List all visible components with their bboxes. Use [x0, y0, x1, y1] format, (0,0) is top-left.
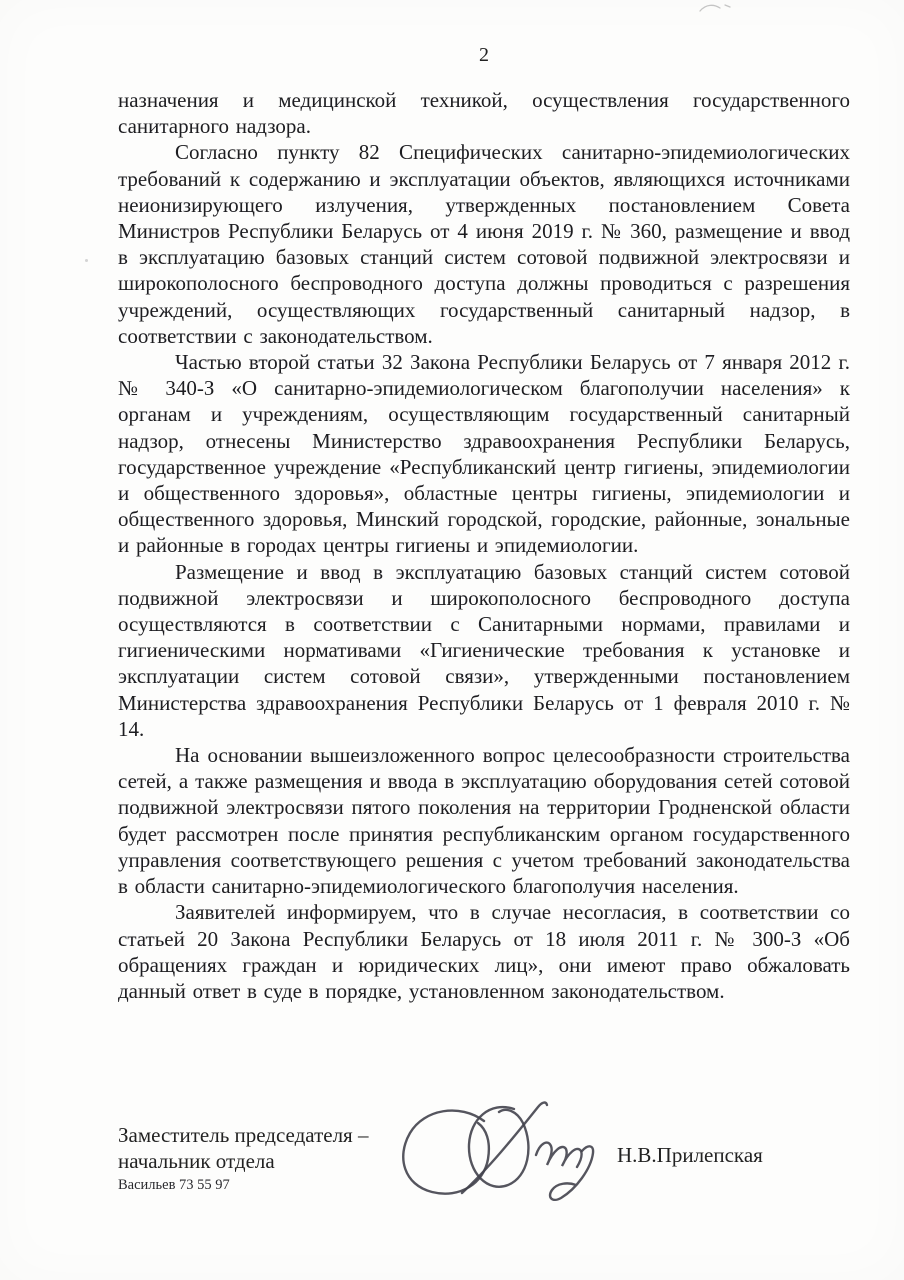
paragraph-3: Частью второй статьи 32 Закона Республики Беларусь от 7 января 2012 г. № 340-З «О санитарно-эпидемиологическом благополучии населения» к органам и учреждениям, осуществляющим государственный санитарный надзор, отнесены Министерство здравоохранения Республики Беларусь, государственное учреждение «Республиканский центр гигиены, эпидемиологии и общественного здоровья», областные центры гигиены, эпидемиологии и общественного здоровья, Минский городской, городские, районные, зональные и районные в городах центры гигиены и эпидемиологии. — [118, 350, 850, 558]
signer-name: Н.В.Прилепская — [617, 1143, 763, 1167]
paragraph-1: назначения и медицинской техникой, осуществления государственного санитарного надзора. — [118, 88, 850, 139]
scan-artifact-icon — [698, 1, 734, 17]
scan-speck — [85, 259, 88, 262]
paragraph-6: Заявителей информируем, что в случае несогласия, в соответствии со статьей 20 Закона Республики Беларусь от 18 июля 2011 г. № 300-З «Об обращениях граждан и юридических лиц», они имеют право обжаловать данный ответ в суде в порядке, установленном законодательством. — [118, 900, 850, 1003]
signer-position — [118, 1122, 368, 1194]
handwritten-signature-icon — [396, 1097, 601, 1205]
signer-position-line1: Заместитель председателя – — [118, 1123, 369, 1147]
document-body — [118, 87, 850, 1004]
signer-position-line2: начальник отдела — [118, 1149, 275, 1173]
paragraph-5: На основании вышеизложенного вопрос целесообразности строительства сетей, а также размещения и ввода в эксплуатацию оборудования сетей сотовой подвижной электросвязи пятого поколения на территории Гродненской области будет рассмотрен после принятия республиканским органом государственного управления соответствующего решения с учетом требований законодательства в области санитарно-эпидемиологического благополучия населения. — [118, 743, 850, 899]
paragraph-4: Размещение и ввод в эксплуатацию базовых станций систем сотовой подвижной электросвязи и широкополосного беспроводного доступа осуществляются в соответствии с Санитарными нормами, правилами и гигиеническими нормативами «Гигиенические требования к установке и эксплуатации систем сотовой связи», утвержденными постановлением Министерства здравоохранения Республики Беларусь от 1 февраля 2010 г. № 14. — [118, 559, 850, 741]
executor-contact: Васильев 73 55 97 — [118, 1177, 230, 1193]
paragraph-2: Согласно пункту 82 Специфических санитарно-эпидемиологических требований к содержанию и эксплуатации объектов, являющихся источниками неионизирующего излучения, утвержденных постановлением Совета Министров Республики Беларусь от 4 июня 2019 г. № 360, размещение и ввод в эксплуатацию базовых станций систем сотовой подвижной электросвязи и широкополосного беспроводного доступа должны проводиться с разрешения учреждений, осуществляющих государственный санитарный надзор, в соответствии с законодательством. — [118, 140, 850, 348]
page-number: 2 — [479, 44, 489, 66]
